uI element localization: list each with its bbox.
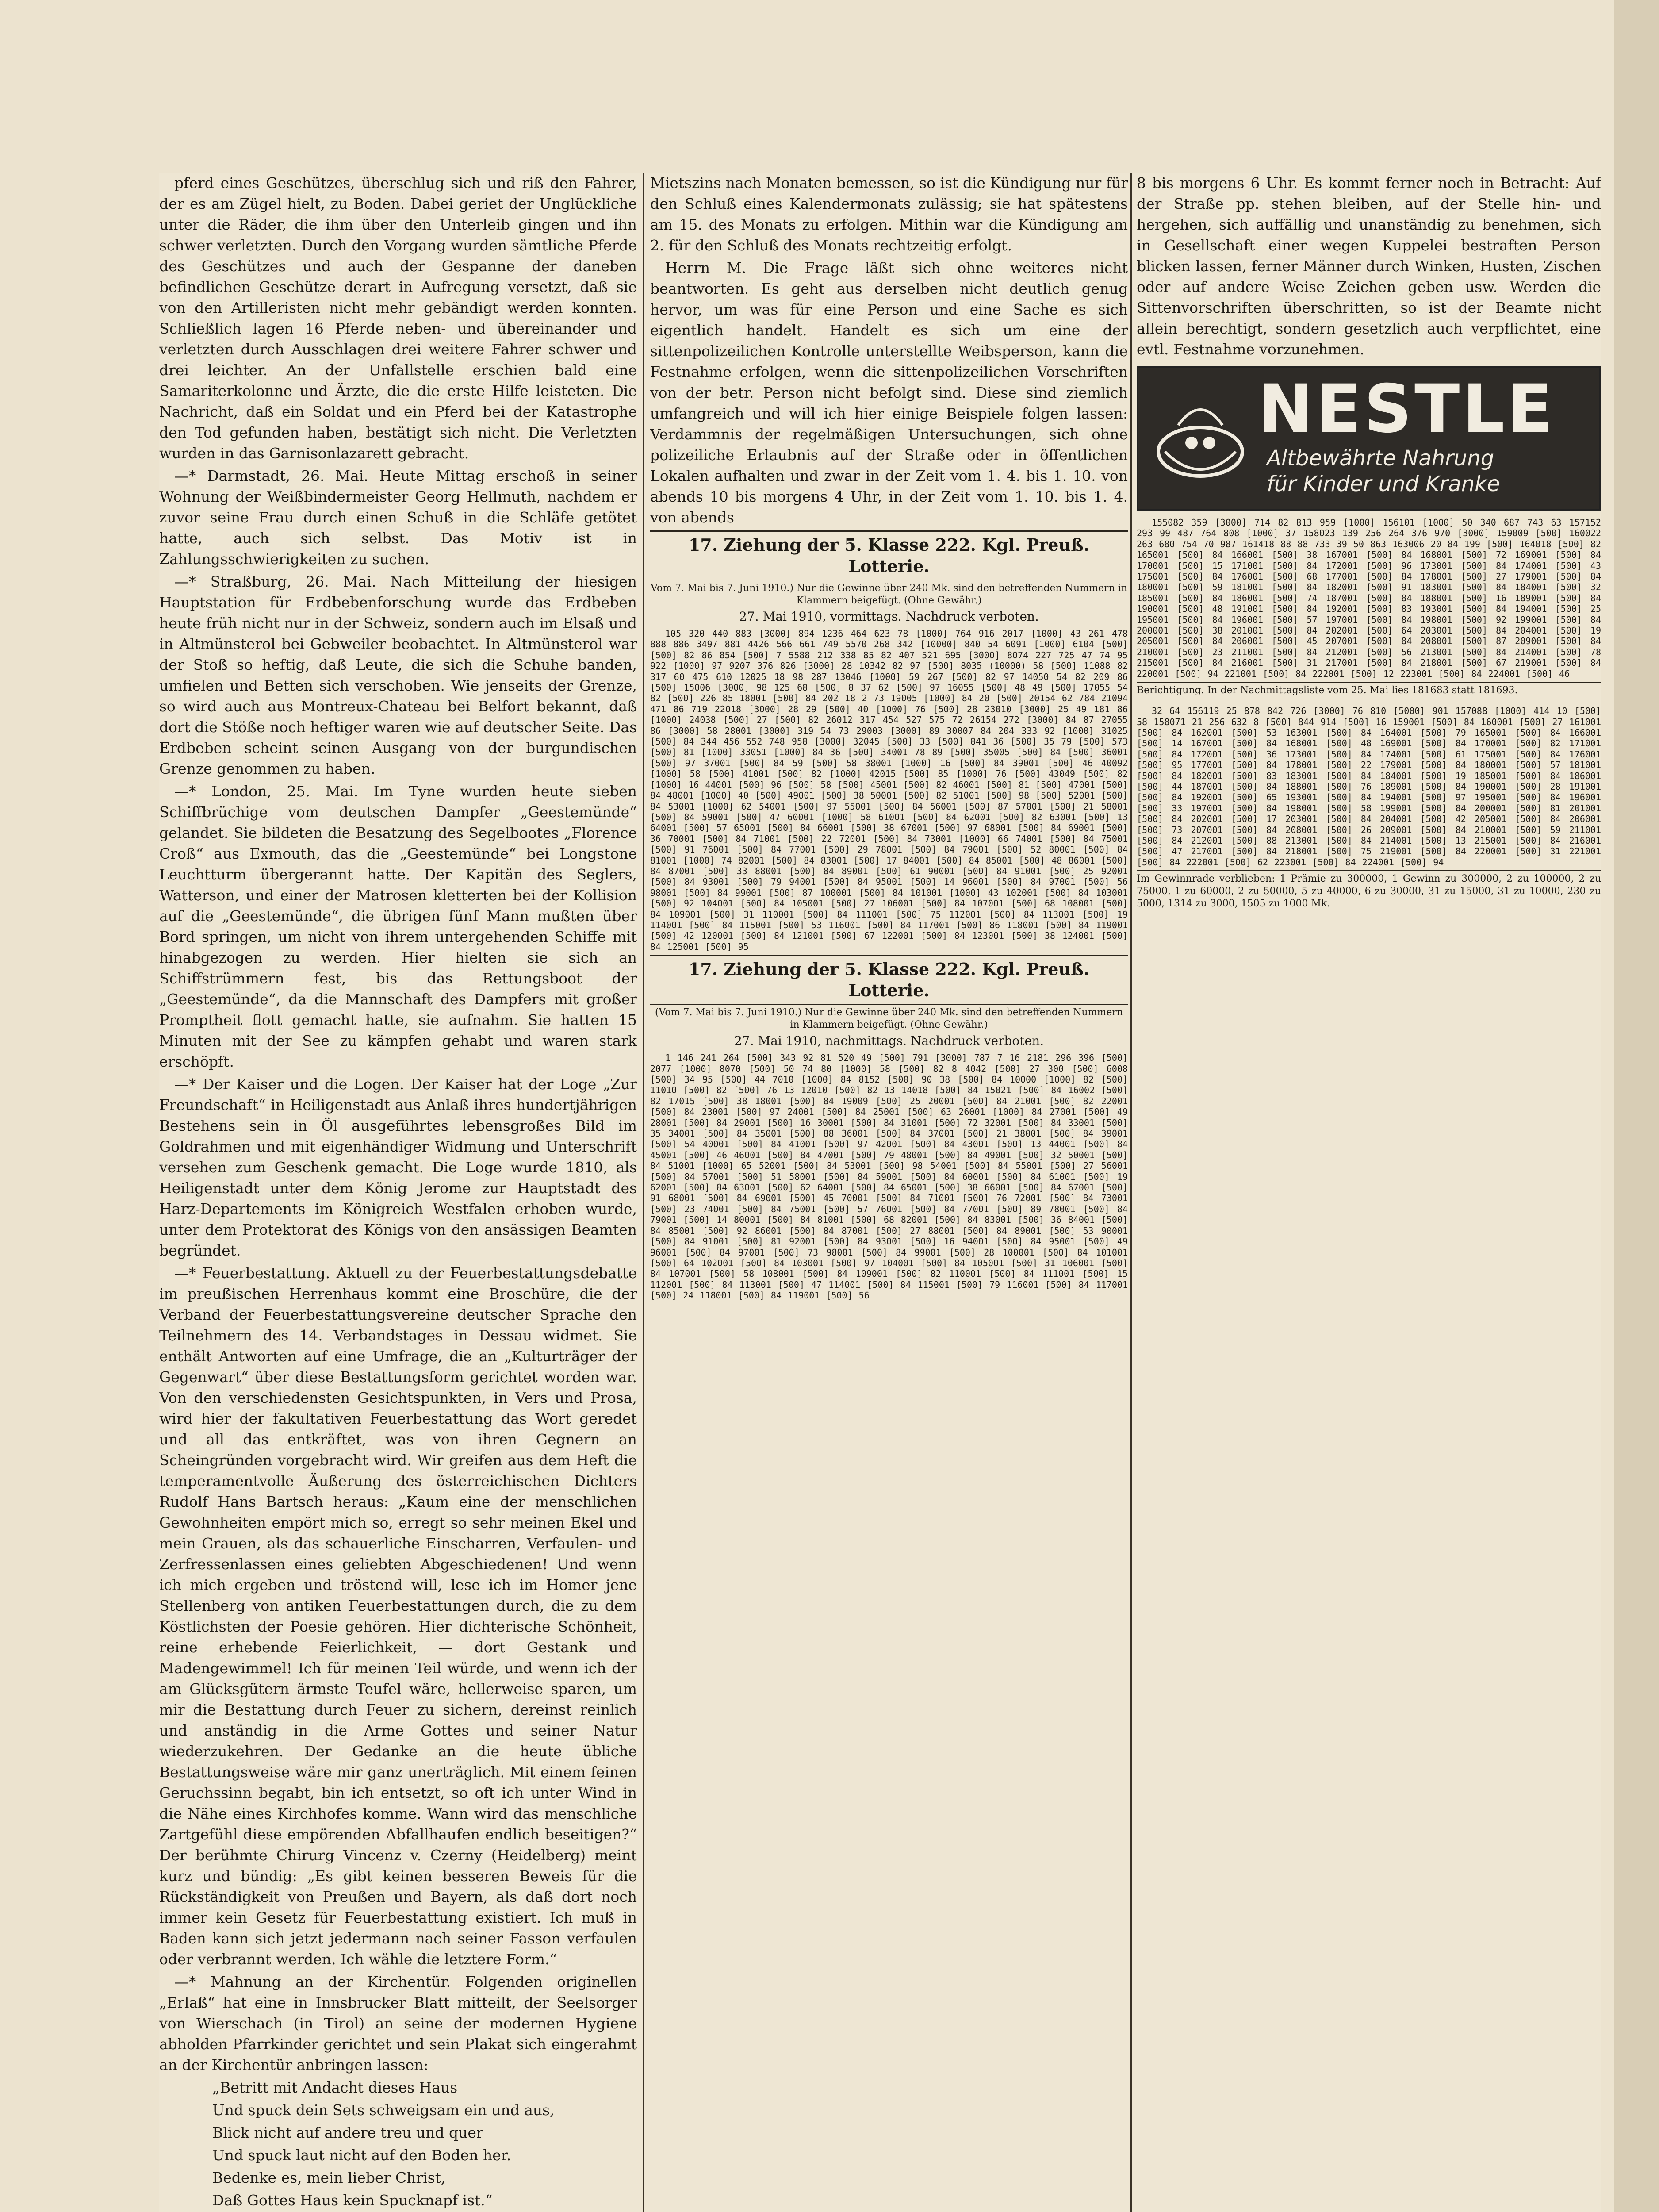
verse-line: Und spuck laut nicht auf den Boden her. xyxy=(212,2147,511,2164)
lottery-number-list: 155082 359 [3000] 714 82 813 959 [1000] 156101 [1000] 50 340 687 743 63 157152 293 99 487 764 808 [1000] 37 158023 139 256 264 376 970 [3000] 159009 [500] 160022 263 680 754 70 987 161418 88 88 733 39 50 863 163006 20 84 199 [500] 164018 [500] 82 165001 [500] 84 166001 [500] 38 167001 [500] 84 168001 [500] 72 169001 [500] 84 170001 [500] 15 171001 [500] 84 172001 [500] 96 173001 [500] 84 174001 [500] 43 175001 [500] 84 176001 [500] 68 177001 [500] 84 178001 [500] 27 179001 [500] 84 180001 [500] 59 181001 [500] 84 182001 [500] 91 183001 [500] 84 184001 [500] 32 185001 [500] 84 186001 [500] 74 187001 [500] 84 188001 [500] 16 189001 [500] 84 190001 [500] 48 191001 [500] 84 192001 [500] 83 193001 [500] 84 194001 [500] 25 195001 [500] 84 196001 [500] 57 197001 [500] 84 198001 [500] 92 199001 [500] 84 200001 [500] 38 201001 [500] 84 202001 [500] 64 203001 [500] 84 204001 [500] 19 205001 [500] 84 206001 [500] 45 207001 [500] 84 208001 [500] 87 209001 [500] 84 210001 [500] 23 211001 [500] 84 212001 [500] 56 213001 [500] 84 214001 [500] 78 215001 [500] 84 216001 [500] 31 217001 [500] 84 218001 [500] 67 219001 [500] 84 220001 [500] 94 221001 [500] 84 222001 [500] 12 223001 [500] 84 224001 [500] 46 xyxy=(1137,517,1601,679)
lottery-note: (Vom 7. Mai bis 7. Juni 1910.) Nur die Gewinne über 240 Mk. sind den betreffenden Nummern in Klammern beigefügt. (Ohne Gewähr.) xyxy=(655,1007,1123,1031)
lottery-remaining-prizes: Im Gewinnrade verblieben: 1 Prämie zu 300000, 1 Gewinn zu 300000, 2 zu 100000, 2 zu 75000, 1 zu 60000, 2 zu 50000, 5 zu 40000, 6 zu 30000, 31 zu 15000, 31 zu 10000, 230 zu 5000, 1314 zu 3000, 1505 zu 1000 Mk. xyxy=(1137,870,1601,910)
briefkasten-continued: 8 bis morgens 6 Uhr. Es kommt ferner noch in Betracht: Auf der Straße pp. stehen bleiben, auf der Stelle hin- und hergehen, sich auffällig und unanständig zu benehmen, sich in Gesellschaft einer wegen Kuppelei bestraften Person blicken lassen, ferner Männer durch Winken, Husten, Zischen oder auf andere Weise Zeichen geben usw. Werden die Sittenvorschriften überschritten, so ist der Beamte nicht allein berechtigt, sondern gesetzlich auch verpflichtet, eine evtl. Festnahme vorzunehmen. xyxy=(1137,174,1601,358)
article-london: —* London, 25. Mai. Im Tyne wurden heute sieben Schiffbrüchige vom deutschen Dampfer „Geestemünde“ gelandet. Sie bildeten die Besatzung des Segelbootes „Florence Croß“ aus Exmouth, das die „Geestemünde“ bei Longstone Leuchtturm übergerannt hatte. Der Kapitän des Seglers, Watterson, und einer der Matrosen kletterten bei der Kollision auf die „Geestemünde“, die übrigen fünf Mann mußten über Bord springen, um nicht von ihrem untergehenden Schiffe mit hinabgezogen zu werden. Hier hielten sie sich an Schiffstrümmern fest, bis das Rettungsboot der „Geestemünde“, da die Mannschaft des Dampfers mit großer Promptheit flott gemacht hatte, sie aufnahm. Sie hatten 15 Minuten mit der See zu kämpfen gehabt und waren stark erschöpft. xyxy=(159,783,637,1070)
brand-name: NESTLE xyxy=(1258,371,1556,448)
lottery-date: 27. Mai 1910, nachmittags. Nachdruck verboten. xyxy=(734,1033,1044,1048)
article-darmstadt: —* Darmstadt, 26. Mai. Heute Mittag erschoß in seiner Wohnung der Weißbindermeister Georg Hellmuth, nachdem er zuvor seine Frau durch einen Schuß in die Schläfe getötet hatte, auch sich selbst. Das Motiv ist in Zahlungsschwierigkeiten zu suchen. xyxy=(159,467,637,568)
column-rule xyxy=(1130,173,1132,2212)
column-rule xyxy=(643,173,644,2212)
column-middle xyxy=(650,173,1128,2212)
verse-line: Daß Gottes Haus kein Spucknapf ist.“ xyxy=(212,2192,493,2209)
bird-nest-emblem-icon xyxy=(1152,385,1249,492)
verse-line: Bedenke es, mein lieber Christ, xyxy=(212,2169,446,2186)
verse-line: Blick nicht auf andere treu und quer xyxy=(212,2124,483,2141)
ad-tagline: Altbewährte Nahrung xyxy=(1267,446,1494,471)
lottery-number-list: 105 320 440 883 [3000] 894 1236 464 623 78 [1000] 764 916 2017 [1000] 43 261 478 888 886 3497 881 4426 566 661 749 5570 268 342 [10000] 840 54 6091 [1000] 6104 [500] [500] 82 86 854 [500] 7 5588 212 338 85 82 407 521 695 [3000] 8074 227 725 47 74 95 922 [1000] 97 9207 376 826 [3000] 28 10342 82 97 [500] 8035 (10000) 58 [500] 11088 82 317 60 475 610 12025 18 98 287 13046 [1000] 59 267 [500] 82 97 14050 54 82 209 86 [500] 15006 [3000] 98 125 68 [500] 8 37 62 [500] 97 16055 [500] 48 49 [500] 17055 54 82 [500] 226 85 18001 [500] 84 202 18 2 73 19005 [1000] 84 20 [500] 20154 62 784 21094 471 86 719 22018 [3000] 28 29 [500] 40 [1000] 76 [500] 28 23010 [3000] 25 49 181 86 [1000] 24038 [500] 27 [500] 82 26012 317 454 527 575 72 26154 272 [3000] 84 87 27055 86 [3000] 58 28001 [3000] 319 54 73 29003 [3000] 89 30007 84 204 333 92 [1000] 31025 [500] 84 344 456 552 748 958 [3000] 32045 [500] 33 [500] 841 36 [500] 35 79 [500] 573 [500] 81 [1000] 33051 [1000] 84 36 [500] 34001 78 89 [500] 35005 [500] 84 [500] 36001 [500] 97 37001 [500] 84 59 [500] 58 38001 [1000] 16 [500] 84 39001 [500] 46 40092 [1000] 58 [500] 41001 [500] 82 [1000] 42015 [500] 85 [1000] 76 [500] 43049 [500] 82 [1000] 16 44001 [500] 96 [500] 58 [500] 45001 [500] 82 46001 [500] 81 [500] 47001 [500] 84 48001 [1000] 40 [500] 49001 [500] 38 50001 [500] 82 51001 [500] 98 [500] 52001 [500] 84 53001 [1000] 62 54001 [500] 97 55001 [500] 84 56001 [500] 87 57001 [500] 21 58001 [500] 84 59001 [500] 47 60001 [1000] 58 61001 [500] 84 62001 [500] 82 63001 [500] 13 64001 [500] 57 65001 [500] 84 66001 [500] 38 67001 [500] 97 68001 [500] 84 69001 [500] 36 70001 [500] 84 71001 [500] 22 72001 [500] 84 73001 [1000] 66 74001 [500] 84 75001 [500] 91 76001 [500] 84 77001 [500] 29 78001 [500] 84 79001 [500] 52 80001 [500] 84 81001 [1000] 74 82001 [500] 84 83001 [500] 17 84001 [500] 84 85001 [500] 48 86001 [500] 84 87001 [500] 33 88001 [500] 84 89001 [500] 61 90001 [500] 84 91001 [500] 25 92001 [500] 84 93001 [500] 79 94001 [500] 84 95001 [500] 14 96001 [500] 84 97001 [500] 56 98001 [500] 84 99001 [500] 87 100001 [500] 84 101001 [1000] 43 102001 [500] 84 103001 [500] 92 104001 [500] 84 105001 [500] 27 106001 [500] 84 107001 [500] 68 108001 [500] 84 109001 [500] 31 110001 [500] 84 111001 [500] 75 112001 [500] 84 113001 [500] 19 114001 [500] 84 115001 [500] 53 116001 [500] 84 117001 [500] 86 118001 [500] 84 119001 [500] 42 120001 [500] 84 121001 [500] 67 122001 [500] 84 123001 [500] 38 124001 [500] 84 125001 [500] 95 xyxy=(650,628,1128,952)
briefkasten-answer: Herrn M. Die Frage läßt sich ohne weiteres nicht beantworten. Es geht aus derselben nicht deutlich genug hervor, um was für eine Person und eine Sache es sich eigentlich handelt. Handelt es sich um eine der sittenpolizeilichen Kontrolle unterstellte Weibsperson, kann die Festnahme erfolgen, wenn die sittenpolizeilichen Vorschriften von der betr. Person nicht befolgt sind. Diese sind ziemlich umfangreich und will ich hier einige Beispiele folgen lassen: Verdammnis der regelmäßigen Untersuchungen, sich ohne polizeiliche Erlaubnis auf der Straße oder in öffentlichen Lokalen aufhalten und zwar in der Zeit vom 1. 4. bis 1. 10. von abends 10 bis morgens 4 Uhr, in der Zeit vom 1. 10. bis 1. 4. von abends xyxy=(650,259,1128,526)
briefkasten-continued: Mietszins nach Monaten bemessen, so ist die Kündigung nur für den Schluß eines Kalendermonats zulässig; sie hat spätestens am 15. des Monats zu erfolgen. Mithin war die Kündigung am 2. für den Schluß des Monats rechtzeitig erfolgt. xyxy=(650,174,1128,254)
lottery-note: Vom 7. Mai bis 7. Juni 1910.) Nur die Gewinne über 240 Mk. sind den betreffenden Nummern in Klammern beigefügt. (Ohne Gewähr.) xyxy=(651,583,1127,606)
article-kaiser-logen: —* Der Kaiser und die Logen. Der Kaiser hat der Loge „Zur Freundschaft“ in Heiligenstadt aus Anlaß ihres hundertjährigen Bestehens sein in Öl ausgeführtes lebensgroßes Bild im Goldrahmen und mit eigenhändiger Widmung und Unterschrift versehen zum Geschenk gemacht. Die Loge wurde 1810, als Heiligenstadt unter dem König Jerome zur Hauptstadt des Harz-Departements im Königreich Westfalen erhoben wurde, unter dem Protektorat des Königs von den ansässigen Beamten begründet. xyxy=(159,1075,637,1259)
newspaper-page xyxy=(159,173,1601,2212)
lottery-date: 27. Mai 1910, vormittags. Nachdruck verboten. xyxy=(739,609,1039,624)
article-mahnung: —* Mahnung an der Kirchentür. Folgenden originellen „Erlaß“ hat eine in Innsbrucker Blatt mitteilt, der Seelsorger von Wierschach (in Tirol) an seine der modernen Hygiene abholden Pfarrkinder gerichtet und sein Plakat sich eingerahmt an der Kirchentür anbringen lassen: xyxy=(159,1973,637,2074)
page-edge-shadow xyxy=(1614,0,1659,2212)
column-left xyxy=(159,173,637,2212)
column-right xyxy=(1137,173,1601,2212)
article-strassburg: —* Straßburg, 26. Mai. Nach Mitteilung der hiesigen Hauptstation für Erdbebenforschung wurde das Erdbeben heute früh nicht nur in der Schweiz, sondern auch im Elsaß und in Altmünsterol bei Gebweiler beobachtet. In Altmünsterol war der Stoß so heftig, daß Leute, die sich die Schuhe banden, umfielen und Betten sich verschoben. Wie jenseits der Grenze, so wird auch aus Montreux-Chateau bei Belfort bekannt, daß dort die Stöße noch heftiger waren wie auf deutscher Seite. Das Erdbeben scheint seinen Ausgang von der burgundischen Grenze genommen zu haben. xyxy=(159,573,637,777)
article-feuerbestattung: —* Feuerbestattung. Aktuell zu der Feuerbestattungsdebatte im preußischen Herrenhaus kommt eine Broschüre, die der Verband der Feuerbestattungsvereine deutscher Sprache den Teilnehmern des 14. Verbandstages in Dessau widmet. Sie enthält Antworten auf eine Umfrage, die an „Kulturträger der Gegenwart“ über diese Bestattungsform gerichtet worden war. Von den verschiedensten Gesichtspunkten, in Vers und Prosa, wird hier der fakultativen Feuerbestattung das Wort geredet und all das entkräftet, was von ihren Gegnern an Scheingründen vorgebracht wird. Wir greifen aus dem Heft die temperamentvolle Äußerung des österreichischen Dichters Rudolf Hans Bartsch heraus: „Kaum eine der menschlichen Gewohnheiten empört mich so, erregt so sehr meinen Ekel und mein Grauen, als das schauerliche Einscharren, Verfaulen- und Zerfressenlassen eines geliebten Abgeschiedenen! Und wenn ich mich ergeben und tröstend will, lese ich im Homer jene Stellenberg von antiken Feuerbestattungen durch, die zu dem Köstlichsten der Poesie gehören. Hier dichterische Schönheit, reine erhebende Feierlichkeit, — dort Gestank und Madengewimmel! Ich für meinen Teil würde, und wenn ich der am Glücksgütern ärmste Teufel wäre, hellerweise sparen, um mir die Bestattung durch Feuer zu sichern, dereinst reinlich und anständig in die Arme Gottes und seiner Natur wiederzukehren. Der Gedanke an die heute übliche Bestattungsweise wäre mir ganz unerträglich. Mit einem feinen Geruchssinn begabt, bin ich entsetzt, so oft ich unter Wind in die Nähe eines Kirchhofes komme. Wann wird das menschliche Zartgefühl diese empörenden Abfallhaufen endlich beseitigen?“ Der berühmte Chirurg Vincenz v. Czerny (Heidelberg) meint kurz und bündig: „Es gibt keinen besseren Beweis für die Rückständigkeit von Preußen und Bayern, als daß dort noch immer kein Gesetz für Feuerbestattung existiert. Ich muß in Baden kann sich jetzt jedermann nach seiner Fasson verfaulen oder verbrannt werden. Ich wähle die letztere Form.“ xyxy=(159,1264,637,1968)
lottery-correction: Berichtigung. In der Nachmittagsliste vom 25. Mai lies 181683 statt 181693. xyxy=(1137,682,1601,697)
lottery-heading: 17. Ziehung der 5. Klasse 222. Kgl. Preuß. Lotterie. xyxy=(650,530,1128,580)
article-artillery-accident: pferd eines Geschützes, überschlug sich und riß den Fahrer, der es am Zügel hielt, zu Boden. Dabei geriet der Unglückliche unter die Räder, die ihm über den Unterleib gingen und ihn schwer verletzten. Durch den Vorgang wurden sämtliche Pferde des Geschützes und auch der Gespanne der daneben befindlichen Geschütze derart in Aufregung versetzt, daß sie von den Artilleristen nicht mehr gebändigt werden konnten. Schließlich lagen 16 Pferde neben- und übereinander und verletzten durch Ausschlagen drei weitere Fahrer schwer und drei leichter. An der Unfallstelle erschien bald eine Samariterkolonne und Ärzte, die die erste Hilfe leisteten. Die Nachricht, daß ein Soldat und ein Pferd bei der Katastrophe den Tod gefunden haben, bestätigt sich nicht. Die Verletzten wurden in das Garnisonlazarett gebracht. xyxy=(159,174,637,462)
ad-tagline: für Kinder und Kranke xyxy=(1267,472,1500,496)
nestle-advertisement xyxy=(1137,366,1601,511)
lottery-heading: 17. Ziehung der 5. Klasse 222. Kgl. Preuß. Lotterie. xyxy=(650,955,1128,1005)
lottery-number-list: 1 146 241 264 [500] 343 92 81 520 49 [500] 791 [3000] 787 7 16 2181 296 396 [500] 2077 [1000] 8070 [500] 50 74 80 [1000] 58 [500] 82 8 4042 [500] 27 300 [500] 6008 [500] 34 95 [500] 44 7010 [1000] 84 8152 [500] 90 38 [500] 84 10000 [1000] 82 [500] 11010 [500] 82 [500] 76 13 12010 [500] 82 13 14018 [500] 84 15021 [500] 84 16002 [500] 82 17015 [500] 38 18001 [500] 84 19009 [500] 25 20001 [500] 84 21001 [500] 82 22001 [500] 84 23001 [500] 97 24001 [500] 84 25001 [500] 63 26001 [1000] 84 27001 [500] 49 28001 [500] 84 29001 [500] 16 30001 [500] 84 31001 [500] 72 32001 [500] 84 33001 [500] 35 34001 [500] 84 35001 [500] 88 36001 [500] 84 37001 [500] 21 38001 [500] 84 39001 [500] 54 40001 [500] 84 41001 [500] 97 42001 [500] 84 43001 [500] 13 44001 [500] 84 45001 [500] 46 46001 [500] 84 47001 [500] 79 48001 [500] 84 49001 [500] 32 50001 [500] 84 51001 [1000] 65 52001 [500] 84 53001 [500] 98 54001 [500] 84 55001 [500] 27 56001 [500] 84 57001 [500] 51 58001 [500] 84 59001 [500] 84 60001 [500] 84 61001 [500] 19 62001 [500] 84 63001 [500] 62 64001 [500] 84 65001 [500] 38 66001 [500] 84 67001 [500] 91 68001 [500] 84 69001 [500] 45 70001 [500] 84 71001 [500] 76 72001 [500] 84 73001 [500] 23 74001 [500] 84 75001 [500] 57 76001 [500] 84 77001 [500] 89 78001 [500] 84 79001 [500] 14 80001 [500] 84 81001 [500] 68 82001 [500] 84 83001 [500] 36 84001 [500] 84 85001 [500] 92 86001 [500] 84 87001 [500] 27 88001 [500] 84 89001 [500] 53 90001 [500] 84 91001 [500] 81 92001 [500] 84 93001 [500] 16 94001 [500] 84 95001 [500] 49 96001 [500] 84 97001 [500] 73 98001 [500] 84 99001 [500] 28 100001 [500] 84 101001 [500] 64 102001 [500] 84 103001 [500] 97 104001 [500] 84 105001 [500] 31 106001 [500] 84 107001 [500] 58 108001 [500] 84 109001 [500] 82 110001 [500] 84 111001 [500] 15 112001 [500] 84 113001 [500] 47 114001 [500] 84 115001 [500] 79 116001 [500] 84 117001 [500] 24 118001 [500] 84 119001 [500] 56 xyxy=(650,1052,1128,1301)
verse-line: Und spuck dein Sets schweigsam ein und aus, xyxy=(212,2101,555,2119)
verse-line: „Betritt mit Andacht dieses Haus xyxy=(212,2079,458,2096)
lottery-number-list: 32 64 156119 25 878 842 726 [3000] 76 810 [5000] 901 157088 [1000] 414 10 [500] 58 158071 21 256 632 8 [500] 844 914 [500] 16 159001 [500] 84 160001 [500] 27 161001 [500] 84 162001 [500] 53 163001 [500] 84 164001 [500] 79 165001 [500] 84 166001 [500] 14 167001 [500] 84 168001 [500] 48 169001 [500] 84 170001 [500] 82 171001 [500] 84 172001 [500] 36 173001 [500] 84 174001 [500] 61 175001 [500] 84 176001 [500] 95 177001 [500] 84 178001 [500] 22 179001 [500] 84 180001 [500] 57 181001 [500] 84 182001 [500] 83 183001 [500] 84 184001 [500] 19 185001 [500] 84 186001 [500] 44 187001 [500] 84 188001 [500] 76 189001 [500] 84 190001 [500] 28 191001 [500] 84 192001 [500] 65 193001 [500] 84 194001 [500] 97 195001 [500] 84 196001 [500] 33 197001 [500] 84 198001 [500] 58 199001 [500] 84 200001 [500] 81 201001 [500] 84 202001 [500] 17 203001 [500] 84 204001 [500] 42 205001 [500] 84 206001 [500] 73 207001 [500] 84 208001 [500] 26 209001 [500] 84 210001 [500] 59 211001 [500] 84 212001 [500] 88 213001 [500] 84 214001 [500] 13 215001 [500] 84 216001 [500] 47 217001 [500] 84 218001 [500] 75 219001 [500] 84 220001 [500] 31 221001 [500] 84 222001 [500] 62 223001 [500] 84 224001 [500] 94 xyxy=(1137,706,1601,868)
